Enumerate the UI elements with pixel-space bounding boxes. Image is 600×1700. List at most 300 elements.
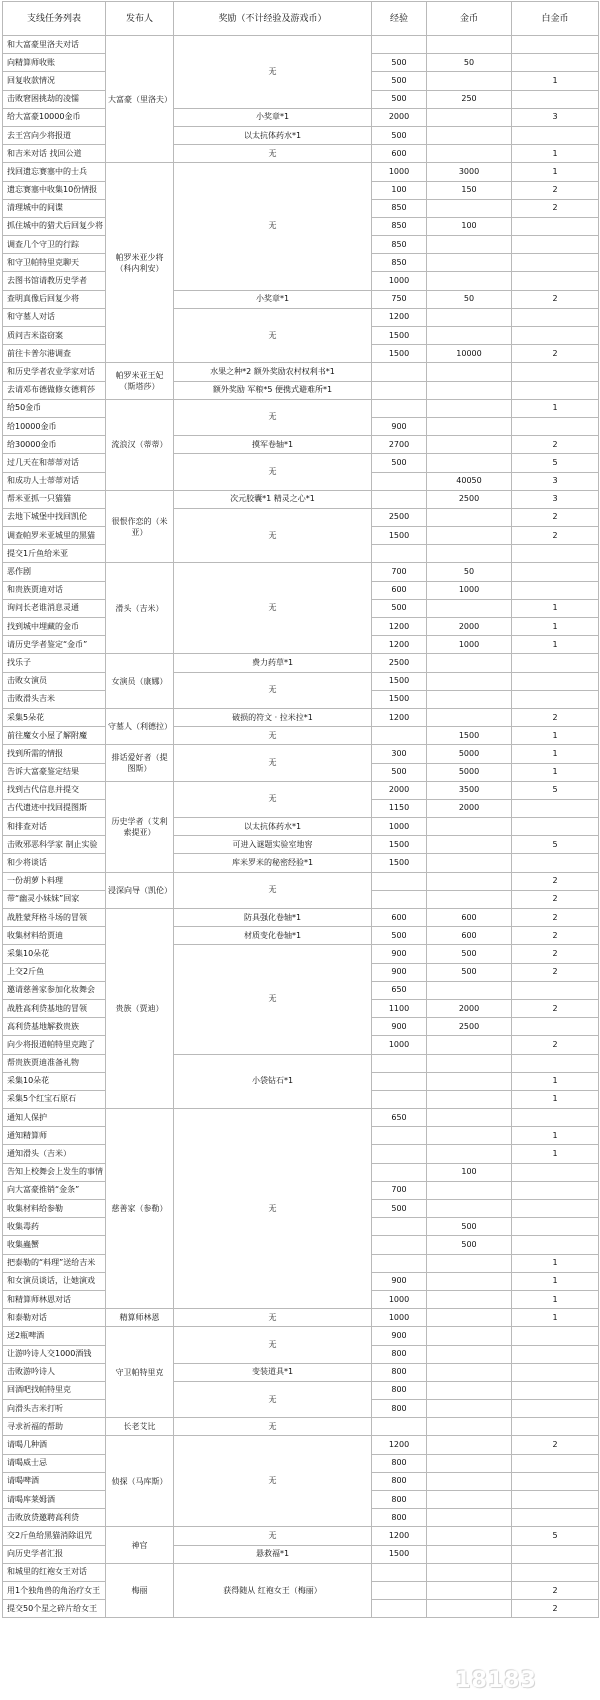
white-gold-cell (512, 1054, 599, 1072)
gold-cell (427, 1563, 512, 1581)
task-cell: 回复收款情况 (3, 72, 106, 90)
task-cell: 调查帕罗米亚城里的黑猫 (3, 527, 106, 545)
exp-cell: 500 (372, 54, 427, 72)
reward-cell: 水果之种*2 额外奖励农村权利书*1 (174, 363, 372, 381)
task-cell: 去图书馆请教历史学者 (3, 272, 106, 290)
task-cell: 向历史学者汇报 (3, 1545, 106, 1563)
task-cell: 用1个独角兽的角治疗女王 (3, 1581, 106, 1599)
task-cell: 和历史学者农业学家对话 (3, 363, 106, 381)
white-gold-cell (512, 1545, 599, 1563)
task-cell: 收集毒药 (3, 1218, 106, 1236)
exp-cell: 500 (372, 763, 427, 781)
white-gold-cell: 1 (512, 1254, 599, 1272)
exp-cell: 1500 (372, 327, 427, 345)
gold-cell: 3500 (427, 781, 512, 799)
reward-cell: 无 (174, 163, 372, 290)
table-row (3, 145, 599, 163)
white-gold-cell (512, 236, 599, 254)
exp-cell: 800 (372, 1472, 427, 1490)
white-gold-cell (512, 1109, 599, 1127)
white-gold-cell (512, 54, 599, 72)
white-gold-cell: 2 (512, 1581, 599, 1599)
publisher-cell: 帕罗米亚王妃（斯塔莎） (106, 363, 174, 399)
white-gold-cell: 2 (512, 1600, 599, 1618)
task-cell: 遗忘赛塞中收集10份情报 (3, 181, 106, 199)
reward-cell: 小奖章*1 (174, 290, 372, 308)
table-row (3, 1309, 599, 1327)
task-cell: 向少将报道帕特里克跑了 (3, 1036, 106, 1054)
white-gold-cell (512, 1400, 599, 1418)
table-row (3, 654, 599, 672)
reward-cell: 无 (174, 745, 372, 781)
white-gold-cell (512, 327, 599, 345)
task-cell: 击败女演员 (3, 672, 106, 690)
white-gold-cell: 5 (512, 1527, 599, 1545)
table-row (3, 872, 599, 890)
task-cell: 和大富豪里洛夫对话 (3, 36, 106, 54)
exp-cell: 1200 (372, 708, 427, 726)
reward-cell: 无 (174, 1309, 372, 1327)
table-row (3, 1363, 599, 1381)
publisher-cell: 神官 (106, 1527, 174, 1563)
gold-cell (427, 1400, 512, 1418)
reward-cell: 无 (174, 454, 372, 490)
white-gold-cell (512, 1454, 599, 1472)
gold-cell: 10000 (427, 345, 512, 363)
table-row (3, 818, 599, 836)
task-cell: 和排查对话 (3, 818, 106, 836)
exp-cell: 1500 (372, 672, 427, 690)
table-row (3, 381, 599, 399)
task-cell: 击败滑头吉米 (3, 690, 106, 708)
task-cell: 给大富豪10000金币 (3, 108, 106, 126)
exp-cell (372, 1090, 427, 1108)
task-cell: 收集蟲蟹 (3, 1236, 106, 1254)
gold-cell (427, 1509, 512, 1527)
header-reward: 奖励（不计经验及游戏币） (174, 2, 372, 36)
table-row (3, 672, 599, 690)
gold-cell (427, 1436, 512, 1454)
table-row (3, 436, 599, 454)
table-row (3, 308, 599, 326)
reward-cell: 无 (174, 1109, 372, 1309)
exp-cell (372, 872, 427, 890)
task-cell: 上交2斤鱼 (3, 963, 106, 981)
exp-cell: 1150 (372, 799, 427, 817)
publisher-cell: 大富豪（里洛夫） (106, 36, 174, 163)
publisher-cell: 帕罗米亚少将（科内利安） (106, 163, 174, 363)
exp-cell: 900 (372, 1018, 427, 1036)
white-gold-cell: 1 (512, 745, 599, 763)
publisher-cell: 排话爱好者（提图斯） (106, 745, 174, 781)
table-row (3, 363, 599, 381)
white-gold-cell: 1 (512, 145, 599, 163)
white-gold-cell: 3 (512, 472, 599, 490)
table-row (3, 909, 599, 927)
white-gold-cell: 2 (512, 1436, 599, 1454)
task-cell: 和守墓人对话 (3, 308, 106, 326)
task-cell: 击败游吟诗人 (3, 1363, 106, 1381)
task-cell: 查明真像后回复少将 (3, 290, 106, 308)
task-cell: 清理城中的间谍 (3, 199, 106, 217)
publisher-cell: 侦探（马库斯） (106, 1436, 174, 1527)
gold-cell: 500 (427, 1236, 512, 1254)
gold-cell (427, 272, 512, 290)
white-gold-cell (512, 272, 599, 290)
exp-cell: 700 (372, 563, 427, 581)
white-gold-cell: 1 (512, 1090, 599, 1108)
white-gold-cell: 1 (512, 163, 599, 181)
gold-cell (427, 836, 512, 854)
gold-cell (427, 690, 512, 708)
publisher-cell: 长老艾比 (106, 1418, 174, 1436)
white-gold-cell (512, 1509, 599, 1527)
white-gold-cell (512, 90, 599, 108)
gold-cell: 1000 (427, 636, 512, 654)
white-gold-cell: 1 (512, 1127, 599, 1145)
publisher-cell: 精算师林恩 (106, 1309, 174, 1327)
table-body (3, 36, 599, 1618)
gold-cell (427, 126, 512, 144)
gold-cell: 600 (427, 909, 512, 927)
gold-cell (427, 872, 512, 890)
gold-cell (427, 654, 512, 672)
exp-cell: 800 (372, 1363, 427, 1381)
white-gold-cell (512, 1181, 599, 1199)
white-gold-cell (512, 1472, 599, 1490)
table-row (3, 1109, 599, 1127)
exp-cell: 750 (372, 290, 427, 308)
task-cell: 古代遗迹中找回提图斯 (3, 799, 106, 817)
task-cell: 和城里的红袍女王对话 (3, 1563, 106, 1581)
exp-cell: 800 (372, 1509, 427, 1527)
exp-cell: 600 (372, 581, 427, 599)
task-cell: 采集10朵花 (3, 1072, 106, 1090)
reward-cell: 费力药草*1 (174, 654, 372, 672)
gold-cell (427, 1181, 512, 1199)
task-cell: 请喝几种酒 (3, 1436, 106, 1454)
exp-cell: 650 (372, 1109, 427, 1127)
white-gold-cell (512, 981, 599, 999)
table-row (3, 1563, 599, 1581)
header-white-gold: 白金币 (512, 2, 599, 36)
reward-cell: 无 (174, 1418, 372, 1436)
table-row (3, 36, 599, 54)
white-gold-cell (512, 654, 599, 672)
gold-cell (427, 145, 512, 163)
gold-cell: 40050 (427, 472, 512, 490)
white-gold-cell (512, 308, 599, 326)
white-gold-cell (512, 1381, 599, 1399)
table-row (3, 1327, 599, 1345)
publisher-cell: 滑头（吉米） (106, 563, 174, 654)
gold-cell: 2500 (427, 490, 512, 508)
white-gold-cell: 2 (512, 963, 599, 981)
task-cell: 去请邓布德做修女德莉莎 (3, 381, 106, 399)
table-row (3, 708, 599, 726)
task-cell: 请喝威士忌 (3, 1454, 106, 1472)
task-cell: 收集材料给贾迪 (3, 927, 106, 945)
gold-cell: 5000 (427, 763, 512, 781)
exp-cell: 500 (372, 454, 427, 472)
task-cell: 高利贷基地解救贵族 (3, 1018, 106, 1036)
reward-cell: 小袋钻石*1 (174, 1054, 372, 1109)
white-gold-cell (512, 1563, 599, 1581)
publisher-cell: 女演员（康娜） (106, 654, 174, 709)
table-row (3, 1545, 599, 1563)
white-gold-cell: 5 (512, 836, 599, 854)
exp-cell: 600 (372, 909, 427, 927)
white-gold-cell: 1 (512, 763, 599, 781)
reward-cell: 无 (174, 1436, 372, 1527)
gold-cell: 2000 (427, 618, 512, 636)
gold-cell: 2500 (427, 1018, 512, 1036)
exp-cell: 900 (372, 963, 427, 981)
exp-cell (372, 1563, 427, 1581)
white-gold-cell (512, 217, 599, 235)
task-cell: 找到城中埋藏的金币 (3, 618, 106, 636)
task-cell: 采集5朵花 (3, 708, 106, 726)
task-cell: 请历史学者鉴定“金币” (3, 636, 106, 654)
exp-cell: 1500 (372, 1545, 427, 1563)
table-row (3, 727, 599, 745)
exp-cell (372, 1418, 427, 1436)
gold-cell (427, 454, 512, 472)
exp-cell: 1000 (372, 163, 427, 181)
reward-cell: 无 (174, 945, 372, 1054)
task-cell: 让游吟诗人交1000酒钱 (3, 1345, 106, 1363)
exp-cell: 850 (372, 199, 427, 217)
gold-cell (427, 1072, 512, 1090)
table-row (3, 745, 599, 763)
white-gold-cell (512, 417, 599, 435)
white-gold-cell: 2 (512, 527, 599, 545)
white-gold-cell (512, 254, 599, 272)
white-gold-cell: 2 (512, 708, 599, 726)
gold-cell: 250 (427, 90, 512, 108)
gold-cell: 500 (427, 945, 512, 963)
exp-cell: 600 (372, 145, 427, 163)
white-gold-cell: 1 (512, 1145, 599, 1163)
reward-cell: 无 (174, 1381, 372, 1417)
gold-cell (427, 254, 512, 272)
exp-cell: 1500 (372, 690, 427, 708)
header-publisher: 发布人 (106, 2, 174, 36)
white-gold-cell (512, 1018, 599, 1036)
white-gold-cell: 2 (512, 181, 599, 199)
gold-cell (427, 381, 512, 399)
white-gold-cell: 1 (512, 1072, 599, 1090)
gold-cell: 1500 (427, 727, 512, 745)
task-cell: 和精算师林恩对话 (3, 1290, 106, 1308)
task-cell: 帮贵族贾迪准备礼物 (3, 1054, 106, 1072)
exp-cell: 800 (372, 1491, 427, 1509)
reward-cell: 可进入谜题实验室地窖 (174, 836, 372, 854)
gold-cell: 5000 (427, 745, 512, 763)
white-gold-cell: 1 (512, 618, 599, 636)
exp-cell (372, 727, 427, 745)
white-gold-cell: 2 (512, 909, 599, 927)
white-gold-cell: 1 (512, 72, 599, 90)
exp-cell: 1000 (372, 1290, 427, 1308)
gold-cell: 150 (427, 181, 512, 199)
white-gold-cell (512, 545, 599, 563)
task-cell: 去地下城堡中找回凯伦 (3, 508, 106, 526)
gold-cell (427, 1309, 512, 1327)
exp-cell (372, 1600, 427, 1618)
task-cell: 找到古代信息并提交 (3, 781, 106, 799)
reward-cell: 无 (174, 145, 372, 163)
gold-cell: 100 (427, 217, 512, 235)
white-gold-cell (512, 126, 599, 144)
white-gold-cell (512, 672, 599, 690)
white-gold-cell: 2 (512, 999, 599, 1017)
gold-cell (427, 1254, 512, 1272)
gold-cell (427, 854, 512, 872)
exp-cell (372, 1127, 427, 1145)
gold-cell: 50 (427, 54, 512, 72)
exp-cell: 2500 (372, 508, 427, 526)
gold-cell (427, 1527, 512, 1545)
gold-cell (427, 1272, 512, 1290)
gold-cell (427, 672, 512, 690)
gold-cell (427, 36, 512, 54)
reward-cell: 无 (174, 781, 372, 817)
task-cell: 前往魔女小屋了解附魔 (3, 727, 106, 745)
exp-cell: 500 (372, 90, 427, 108)
header-gold: 金币 (427, 2, 512, 36)
gold-cell (427, 1600, 512, 1618)
white-gold-cell (512, 1218, 599, 1236)
white-gold-cell: 2 (512, 199, 599, 217)
task-cell: 请喝啤酒 (3, 1472, 106, 1490)
gold-cell (427, 1145, 512, 1163)
exp-cell: 1500 (372, 854, 427, 872)
publisher-cell: 历史学者（艾利索提亚） (106, 781, 174, 872)
table-row (3, 836, 599, 854)
table-row (3, 563, 599, 581)
white-gold-cell: 2 (512, 927, 599, 945)
exp-cell (372, 490, 427, 508)
exp-cell: 700 (372, 1181, 427, 1199)
exp-cell: 900 (372, 945, 427, 963)
white-gold-cell (512, 854, 599, 872)
white-gold-cell (512, 690, 599, 708)
reward-cell: 无 (174, 36, 372, 109)
reward-cell: 破损的符文 · 拉米拉*1 (174, 708, 372, 726)
exp-cell: 800 (372, 1454, 427, 1472)
white-gold-cell (512, 1345, 599, 1363)
gold-cell (427, 1200, 512, 1218)
white-gold-cell: 2 (512, 290, 599, 308)
gold-cell (427, 1290, 512, 1308)
task-cell: 恶作剧 (3, 563, 106, 581)
exp-cell (372, 1236, 427, 1254)
exp-cell (372, 472, 427, 490)
gold-cell: 2000 (427, 999, 512, 1017)
task-cell: 和女演员谈话，让她演戏 (3, 1272, 106, 1290)
table-row (3, 945, 599, 963)
exp-cell: 1000 (372, 1309, 427, 1327)
publisher-cell: 流浪汉（蒂蒂） (106, 399, 174, 490)
white-gold-cell: 2 (512, 1036, 599, 1054)
task-cell: 交2斤鱼给黑猫消除诅咒 (3, 1527, 106, 1545)
task-cell: 告诉大富豪鉴定结果 (3, 763, 106, 781)
task-cell: 一份胡萝卜料理 (3, 872, 106, 890)
gold-cell (427, 436, 512, 454)
white-gold-cell: 5 (512, 454, 599, 472)
gold-cell (427, 527, 512, 545)
task-cell: 向精算师收账 (3, 54, 106, 72)
gold-cell (427, 199, 512, 217)
white-gold-cell: 1 (512, 399, 599, 417)
reward-cell: 次元胶囊*1 精灵之心*1 (174, 490, 372, 508)
white-gold-cell (512, 1363, 599, 1381)
white-gold-cell (512, 36, 599, 54)
task-cell: 请喝库莱姆酒 (3, 1491, 106, 1509)
task-cell: 收集材料给参勒 (3, 1200, 106, 1218)
task-cell: 寻求祈福的帮助 (3, 1418, 106, 1436)
reward-cell: 获得随从 红袍女王（梅丽） (174, 1563, 372, 1618)
watermark-text: 18183 (455, 1667, 537, 1693)
exp-cell (372, 399, 427, 417)
task-cell: 带“幽灵小妹妹”回家 (3, 890, 106, 908)
exp-cell (372, 890, 427, 908)
white-gold-cell (512, 581, 599, 599)
table-row (3, 290, 599, 308)
gold-cell (427, 236, 512, 254)
publisher-cell: 慈善家（参勒） (106, 1109, 174, 1309)
task-cell: 过几天在和蒂蒂对话 (3, 454, 106, 472)
exp-cell: 650 (372, 981, 427, 999)
reward-cell: 库米罗米的秘密经验*1 (174, 854, 372, 872)
task-cell: 通知精算师 (3, 1127, 106, 1145)
white-gold-cell: 1 (512, 636, 599, 654)
gold-cell (427, 1545, 512, 1563)
task-cell: 和少将谈话 (3, 854, 106, 872)
gold-cell (427, 1454, 512, 1472)
gold-cell: 50 (427, 563, 512, 581)
publisher-cell: 梅丽 (106, 1563, 174, 1618)
task-cell: 抓住城中的猎犬后回复少将 (3, 217, 106, 235)
watermark-logo (454, 1665, 538, 1695)
exp-cell: 900 (372, 1272, 427, 1290)
gold-cell: 600 (427, 927, 512, 945)
exp-cell: 1500 (372, 345, 427, 363)
exp-cell: 100 (372, 181, 427, 199)
exp-cell: 1200 (372, 636, 427, 654)
reward-cell: 无 (174, 563, 372, 654)
gold-cell: 2000 (427, 799, 512, 817)
task-cell: 找乐子 (3, 654, 106, 672)
task-cell: 给10000金币 (3, 417, 106, 435)
white-gold-cell: 2 (512, 872, 599, 890)
gold-cell (427, 1472, 512, 1490)
exp-cell: 1000 (372, 272, 427, 290)
exp-cell: 500 (372, 72, 427, 90)
exp-cell (372, 1254, 427, 1272)
table-row (3, 108, 599, 126)
exp-cell: 900 (372, 1327, 427, 1345)
reward-cell: 小奖章*1 (174, 108, 372, 126)
gold-cell (427, 1109, 512, 1127)
exp-cell: 1000 (372, 818, 427, 836)
exp-cell: 1200 (372, 1436, 427, 1454)
header-task: 支线任务列表 (3, 2, 106, 36)
exp-cell (372, 363, 427, 381)
exp-cell: 500 (372, 599, 427, 617)
table-row (3, 490, 599, 508)
